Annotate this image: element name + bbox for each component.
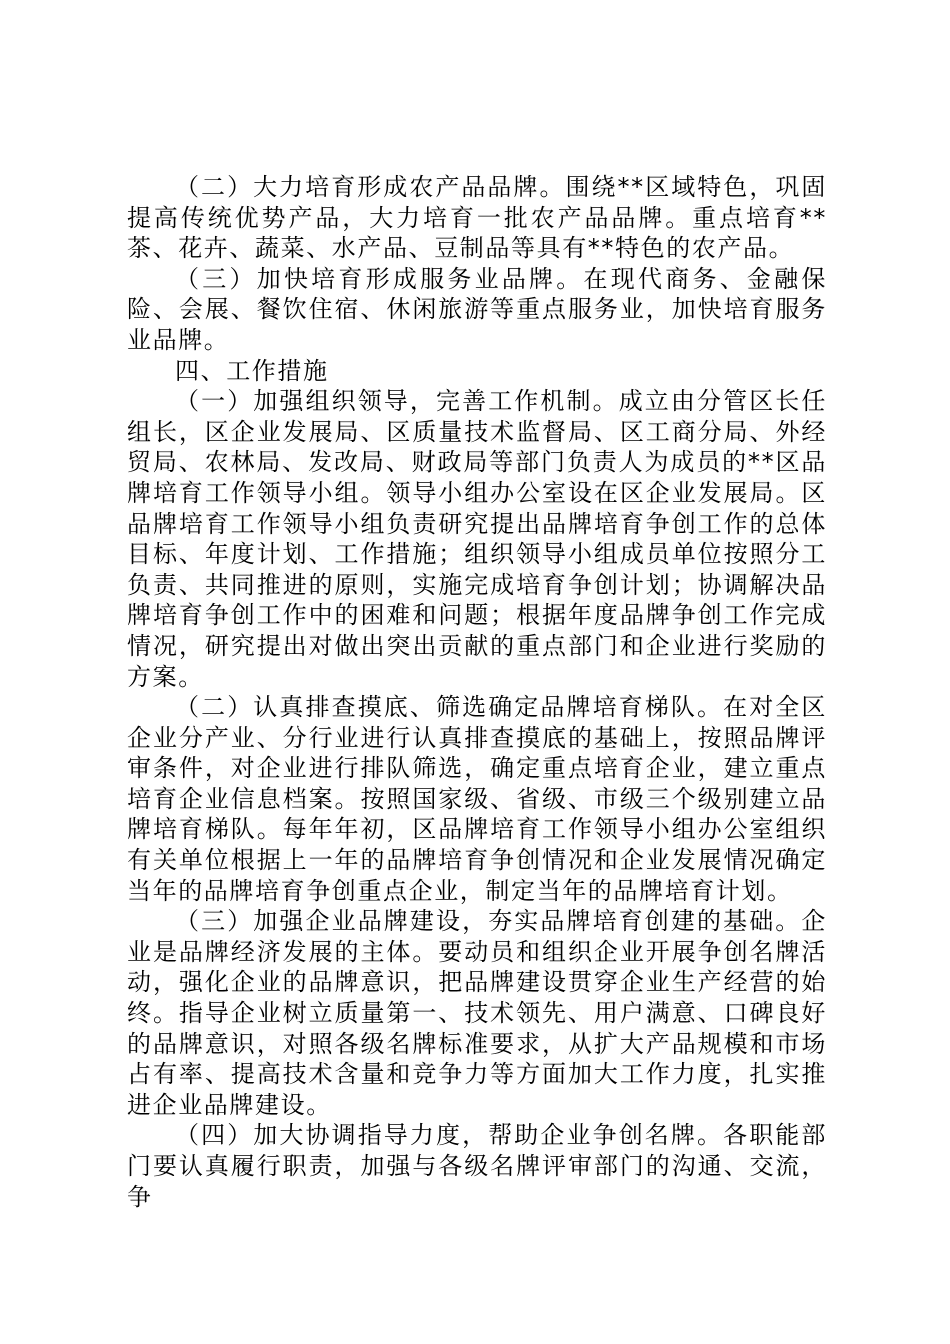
paragraph-agricultural-brand: （二）大力培育形成农产品品牌。围绕**区域特色，巩固提高传统优势产品，大力培育一批农产品品牌。重点培育**茶、花卉、蔬菜、水产品、豆制品等具有**特色的农产品。 [127,173,827,263]
paragraph-coordination-guidance: （四）加大协调指导力度，帮助企业争创名牌。各职能部门要认真履行职责，加强与各级名牌评审部门的沟通、交流，争 [127,1121,827,1211]
paragraph-enterprise-brand-building: （三）加强企业品牌建设，夯实品牌培育创建的基础。企业是品牌经济发展的主体。要动员和组织企业开展争创名牌活动，强化企业的品牌意识，把品牌建设贯穿企业生产经营的始终。指导企业树立质量第一、技术领先、用户满意、口碑良好的品牌意识，对照各级名牌标准要求，从扩大产品规模和市场占有率、提高技术含量和竞争力等方面加大工作力度，扎实推进企业品牌建设。 [127,907,827,1119]
paragraph-service-brand: （三）加快培育形成服务业品牌。在现代商务、金融保险、会展、餐饮住宿、休闲旅游等重点服务业，加快培育服务业品牌。 [127,264,827,354]
paragraph-brand-echelon: （二）认真排查摸底、筛选确定品牌培育梯队。在对全区企业分产业、分行业进行认真排查摸底的基础上，按照品牌评审条件，对企业进行排队筛选，确定重点培育企业，建立重点培育企业信息档案。按照国家级、省级、市级三个级别建立品牌培育梯队。每年年初，区品牌培育工作领导小组办公室组织有关单位根据上一年的品牌培育争创情况和企业发展情况确定当年的品牌培育争创重点企业，制定当年的品牌培育计划。 [127,693,827,905]
paragraph-organization-leadership: （一）加强组织领导，完善工作机制。成立由分管区长任组长，区企业发展局、区质量技术监督局、区工商分局、外经贸局、农林局、发改局、财政局等部门负责人为成员的**区品牌培育工作领导小组。领导小组办公室设在区企业发展局。区品牌培育工作领导小组负责研究提出品牌培育争创工作的总体目标、年度计划、工作措施；组织领导小组成员单位按照分工负责、共同推进的原则，实施完成培育争创计划；协调解决品牌培育争创工作中的困难和问题；根据年度品牌争创工作完成情况，研究提出对做出突出贡献的重点部门和企业进行奖励的方案。 [127,387,827,691]
document-body [127,172,827,1212]
section-heading-work-measures: 四、工作措施 [175,356,329,385]
